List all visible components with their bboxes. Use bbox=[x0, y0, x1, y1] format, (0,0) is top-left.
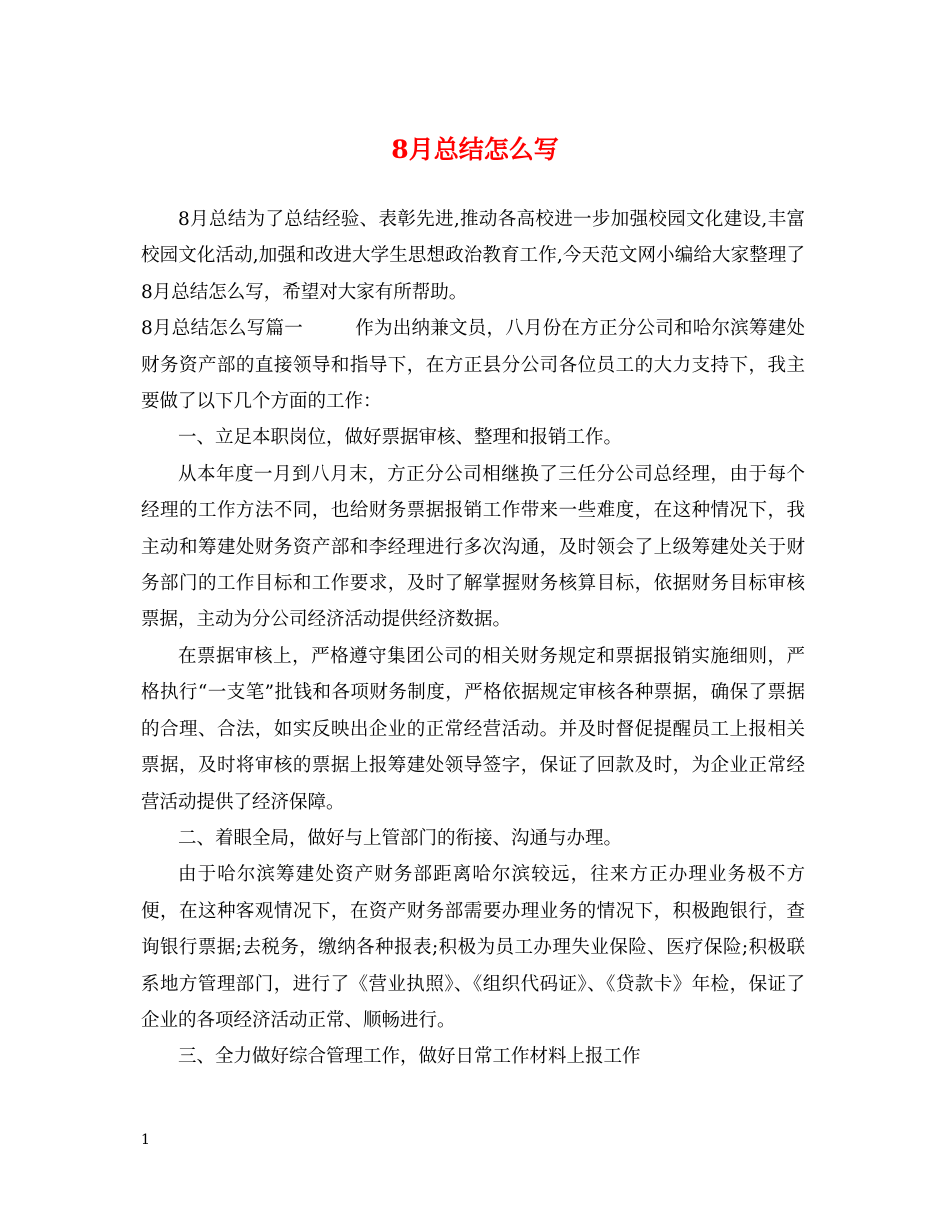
point-two-heading: 二、着眼全局，做好与上管部门的衔接、沟通与办理。 bbox=[178, 827, 623, 849]
section-opening-paragraph bbox=[141, 311, 805, 420]
section-heading: 8月总结怎么写篇一 bbox=[141, 318, 304, 340]
section-opening-text: 作为出纳兼文员，八月份在方正分公司和哈尔滨筹建处财务资产部的直接领导和指导下，在方正县分公司各位员工的大力支持下，我主要做了以下几个方面的工作： bbox=[141, 318, 805, 413]
document-title: 8月总结怎么写 bbox=[391, 135, 559, 164]
intro-paragraph: 8月总结为了总结经验、表彰先进,推动各高校进一步加强校园文化建设,丰富校园文化活动,加强和改进大学生思想政治教育工作,今天范文网小编给大家整理了8月总结怎么写，希望对大家有所帮助。 bbox=[141, 209, 805, 303]
body-paragraph: 从本年度一月到八月末，方正分公司相继换了三任分公司总经理，由于每个经理的工作方法不同，也给财务票据报销工作带来一些难度，在这种情况下，我主动和筹建处财务资产部和李经理进行多次沟通，及时领会了上级筹建处关于财务部门的工作目标和工作要求，及时了解掌握财务核算目标，依据财务目标审核票据，主动为分公司经济活动提供经济数据。 bbox=[141, 463, 805, 631]
document-body bbox=[141, 202, 805, 1076]
point-three-heading: 三、全力做好综合管理工作，做好日常工作材料上报工作 bbox=[178, 1046, 641, 1068]
body-paragraph: 在票据审核上，严格遵守集团公司的相关财务规定和票据报销实施细则，严格执行“一支笔”批钱和各项财务制度，严格依据规定审核各种票据，确保了票据的合理、合法，如实反映出企业的正常经营活动。并及时督促提醒员工上报相关票据，及时将审核的票据上报筹建处领导签字，保证了回款及时，为企业正常经营活动提供了经济保障。 bbox=[141, 645, 805, 813]
point-one-heading: 一、立足本职岗位，做好票据审核、整理和报销工作。 bbox=[178, 427, 623, 449]
page-number: 1 bbox=[141, 1132, 150, 1148]
body-paragraph: 由于哈尔滨筹建处资产财务部距离哈尔滨较远，往来方正办理业务极不方便，在这种客观情况下，在资产财务部需要办理业务的情况下，积极跑银行，查询银行票据;去税务，缴纳各种报表;积极为员工办理失业保险、医疗保险;积极联系地方管理部门，进行了《营业执照》、《组织代码证》、《贷款卡》年检，保证了企业的各项经济活动正常、顺畅进行。 bbox=[141, 864, 805, 1031]
